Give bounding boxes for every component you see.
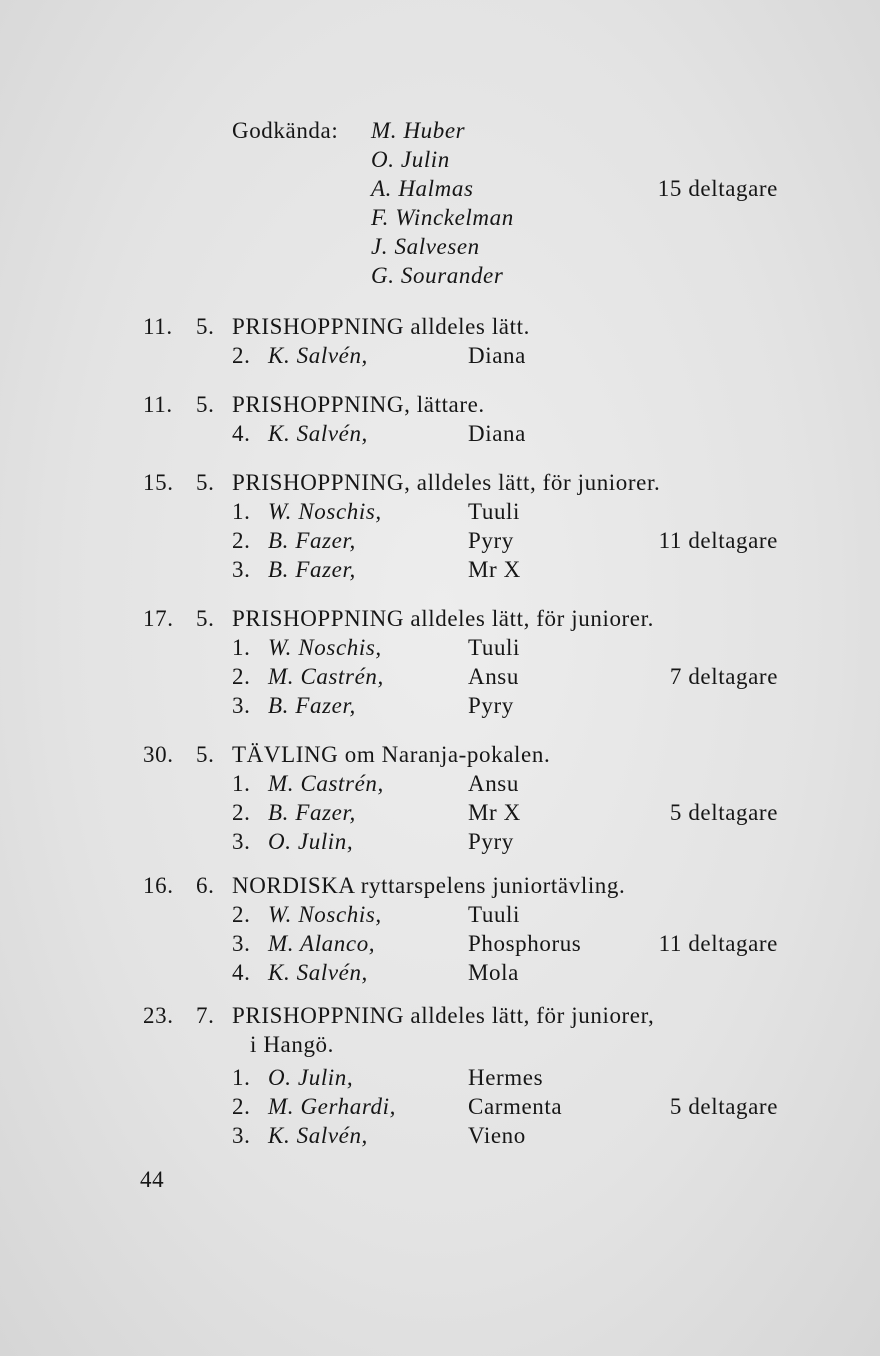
event-date: 16. [143, 873, 174, 898]
event-month: 7. [196, 1003, 215, 1028]
result-rider: K. Salvén, [268, 1123, 368, 1148]
event-date: 23. [143, 1003, 174, 1028]
result-horse: Tuuli [468, 902, 521, 927]
result-rider: M. Gerhardi, [268, 1094, 396, 1119]
participant-count: 11 deltagare [658, 528, 778, 553]
result-rider: B. Fazer, [268, 557, 356, 582]
event-date: 30. [143, 742, 174, 767]
participant-count: 5 deltagare [669, 800, 778, 825]
result-horse: Pyry [468, 528, 514, 553]
event-month: 5. [196, 392, 215, 417]
result-rider: M. Castrén, [268, 664, 384, 689]
event-title: PRISHOPPNING alldeles lätt, för juniorer, [232, 1003, 655, 1028]
result-horse: Ansu [468, 771, 519, 796]
result-place: 2. [232, 1094, 251, 1119]
result-place: 3. [232, 1123, 251, 1148]
result-rider: B. Fazer, [268, 528, 356, 553]
result-rider: B. Fazer, [268, 800, 356, 825]
result-horse: Tuuli [468, 499, 521, 524]
event-date: 11. [143, 392, 173, 417]
result-horse: Mr X [468, 557, 521, 582]
result-place: 2. [232, 664, 251, 689]
result-horse: Diana [468, 343, 526, 368]
result-place: 4. [232, 421, 251, 446]
result-horse: Pyry [468, 829, 514, 854]
approved-name: F. Winckelman [371, 205, 514, 230]
event-title: NORDISKA ryttarspelens juniortävling. [232, 873, 626, 898]
result-rider: O. Julin, [268, 1065, 354, 1090]
event-month: 5. [196, 314, 215, 339]
result-place: 4. [232, 960, 251, 985]
approved-name: M. Huber [371, 118, 466, 143]
page-number: 44 [140, 1167, 165, 1192]
result-rider: B. Fazer, [268, 693, 356, 718]
result-rider: K. Salvén, [268, 960, 368, 985]
result-place: 1. [232, 499, 251, 524]
result-place: 1. [232, 635, 251, 660]
approved-label: Godkända: [232, 118, 339, 143]
event-title-continued: i Hangö. [250, 1032, 335, 1057]
result-rider: W. Noschis, [268, 499, 382, 524]
result-place: 2. [232, 528, 251, 553]
result-place: 2. [232, 902, 251, 927]
result-horse: Mola [468, 960, 519, 985]
result-horse: Mr X [468, 800, 521, 825]
result-rider: W. Noschis, [268, 902, 382, 927]
result-horse: Carmenta [468, 1094, 563, 1119]
event-title: PRISHOPPNING, lättare. [232, 392, 485, 417]
result-rider: M. Castrén, [268, 771, 384, 796]
result-horse: Ansu [468, 664, 519, 689]
event-date: 15. [143, 470, 174, 495]
result-place: 3. [232, 557, 251, 582]
event-month: 5. [196, 742, 215, 767]
event-month: 5. [196, 606, 215, 631]
approved-name: G. Sourander [371, 263, 504, 288]
event-month: 6. [196, 873, 215, 898]
participant-count: 5 deltagare [669, 1094, 778, 1119]
participant-count: 11 deltagare [658, 931, 778, 956]
event-date: 17. [143, 606, 174, 631]
result-place: 2. [232, 800, 251, 825]
result-horse: Hermes [468, 1065, 544, 1090]
participant-count: 15 deltagare [657, 176, 778, 201]
result-rider: K. Salvén, [268, 421, 368, 446]
result-rider: W. Noschis, [268, 635, 382, 660]
event-title: PRISHOPPNING, alldeles lätt, för juniorer. [232, 470, 661, 495]
approved-name: J. Salvesen [371, 234, 480, 259]
event-date: 11. [143, 314, 173, 339]
result-horse: Diana [468, 421, 526, 446]
result-place: 3. [232, 931, 251, 956]
result-place: 1. [232, 771, 251, 796]
result-rider: K. Salvén, [268, 343, 368, 368]
result-rider: M. Alanco, [268, 931, 376, 956]
participant-count: 7 deltagare [669, 664, 778, 689]
result-rider: O. Julin, [268, 829, 354, 854]
result-horse: Pyry [468, 693, 514, 718]
approved-name: O. Julin [371, 147, 450, 172]
result-horse: Phosphorus [468, 931, 582, 956]
event-title: TÄVLING om Naranja-pokalen. [232, 742, 551, 767]
approved-name: A. Halmas [371, 176, 474, 201]
result-horse: Vieno [468, 1123, 526, 1148]
result-place: 3. [232, 693, 251, 718]
result-place: 1. [232, 1065, 251, 1090]
result-horse: Tuuli [468, 635, 521, 660]
result-place: 3. [232, 829, 251, 854]
event-title: PRISHOPPNING alldeles lätt. [232, 314, 530, 339]
result-place: 2. [232, 343, 251, 368]
event-month: 5. [196, 470, 215, 495]
event-title: PRISHOPPNING alldeles lätt, för juniorer. [232, 606, 654, 631]
